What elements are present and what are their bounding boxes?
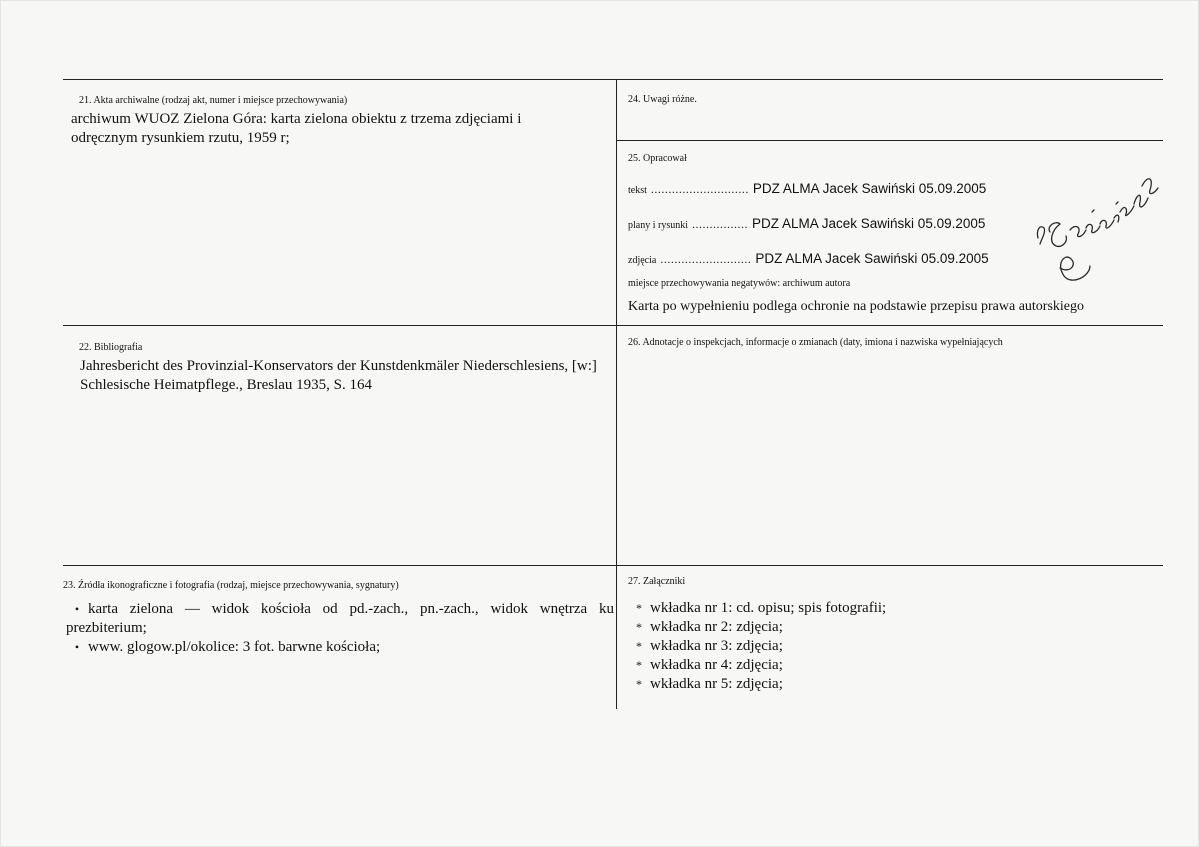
bullet-icon: •: [74, 602, 80, 616]
list-item-text: wkładka nr 1: cd. opisu; spis fotografii;: [650, 600, 887, 616]
rule-top: [63, 79, 1163, 80]
section-23-list: [66, 600, 614, 657]
bullet-icon: •: [74, 640, 80, 654]
signature-image: [1030, 168, 1160, 293]
list-item-text: wkładka nr 5: zdjęcia;: [650, 676, 783, 692]
negatives-location: miejsce przechowywania negatywów: archiwum autora: [628, 278, 851, 289]
row-value: PDZ ALMA Jacek Sawiński 05.09.2005: [755, 251, 989, 266]
rule-row2-bottom: [63, 565, 1163, 566]
rule-24-bottom: [616, 140, 1163, 141]
list-item-text: wkładka nr 4: zdjęcia;: [650, 657, 783, 673]
list-item: [628, 656, 886, 675]
row-dots: ..........................: [660, 252, 752, 266]
copyright-notice: Karta po wypełnieniu podlega ochronie na podstawie przepisu prawa autorskiego: [628, 299, 1085, 314]
asterisk-icon: *: [636, 620, 642, 634]
section-24-title: 24. Uwagi różne.: [628, 94, 697, 105]
section-22-title: 22. Bibliografia: [79, 342, 143, 353]
asterisk-icon: *: [636, 639, 642, 653]
list-item-text: www. glogow.pl/okolice: 3 fot. barwne kościoła;: [88, 639, 381, 655]
list-item: [66, 600, 614, 638]
row-label: zdjęcia: [628, 255, 657, 266]
author-row-photos: [628, 250, 989, 268]
author-row-text: [628, 180, 986, 198]
asterisk-icon: *: [636, 658, 642, 672]
list-item: [628, 599, 886, 618]
list-item: [66, 638, 614, 657]
section-23-title: 23. Źródła ikonograficzne i fotografia (rodzaj, miejsce przechowywania, sygnatury): [63, 580, 399, 591]
section-21-title: 21. Akta archiwalne (rodzaj akt, numer i miejsce przechowywania): [79, 95, 348, 106]
list-item-text: wkładka nr 2: zdjęcia;: [650, 619, 783, 635]
list-item: [628, 675, 886, 694]
asterisk-icon: *: [636, 677, 642, 691]
list-item-text: wkładka nr 3: zdjęcia;: [650, 638, 783, 654]
author-row-plans: [628, 215, 985, 233]
section-27-list: [628, 599, 886, 694]
section-26-title: 26. Adnotacje o inspekcjach, informacje o zmianach (daty, imiona i nazwiska wypełniających: [628, 337, 1003, 348]
section-25-title: 25. Opracował: [628, 153, 687, 164]
row-label: tekst: [628, 185, 647, 196]
row-value: PDZ ALMA Jacek Sawiński 05.09.2005: [752, 181, 987, 196]
list-item: [628, 618, 886, 637]
row-value: PDZ ALMA Jacek Sawiński 05.09.2005: [752, 216, 986, 231]
row-label: plany i rysunki: [628, 220, 688, 231]
section-22-text: Jahresbericht des Provinzial-Konservators der Kunstdenkmäler Niederschlesiens, [w:] Schlesische Heimatpflege., Breslau 1935, S. 164: [80, 358, 597, 393]
section-27-title: 27. Załączniki: [628, 576, 686, 587]
rule-center: [616, 79, 617, 709]
section-21-text: archiwum WUOZ Zielona Góra: karta zielona obiektu z trzema zdjęciami i odręcznym rysunkiem rzutu, 1959 r;: [71, 111, 522, 146]
rule-row1-bottom: [63, 325, 1163, 326]
list-item-text: karta zielona — widok kościoła od pd.-zach., pn.-zach., widok wnętrza ku prezbiterium;: [66, 601, 614, 636]
list-item: [628, 637, 886, 656]
row-dots: ................: [692, 217, 748, 231]
asterisk-icon: *: [636, 601, 642, 615]
row-dots: ............................: [650, 182, 749, 196]
